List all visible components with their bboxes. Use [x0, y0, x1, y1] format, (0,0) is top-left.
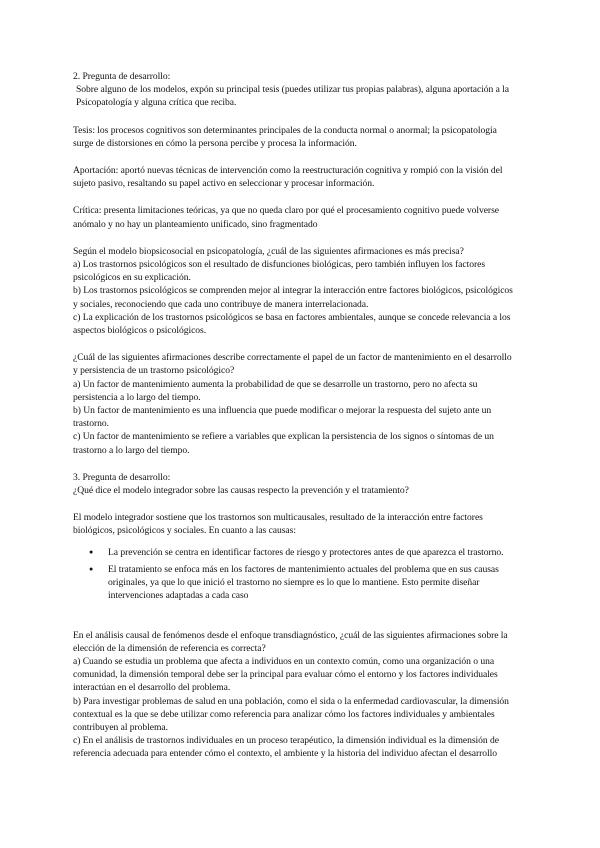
- mc1-option-b: b) Los trastornos psicológicos se comprenden mejor al integrar la interacción entre factores biológicos, psicológicos y sociales, reconociendo que cada uno contribuye de manera interrelacionada.: [73, 285, 513, 310]
- mc2-option-c: c) Un factor de mantenimiento se refiere a variables que explican la persistencia de los signos o síntomas de un trastorno a lo largo del tiempo.: [73, 431, 494, 456]
- question-2-prompt: Sobre alguno de los modelos, expón su principal tesis (puedes utilizar tus propias palabras), alguna aportación a la Psicopatología y alguna crítica que reciba.: [76, 84, 509, 109]
- mc2-option-a: a) Un factor de mantenimiento aumenta la probabilidad de que se desarrolle un trastorno, pero no afecta su persistencia a lo largo del tiempo.: [73, 378, 478, 403]
- mc1-option-a: a) Los trastornos psicológicos son el resultado de disfunciones biológicas, pero también influyen los factores psicológicos en su explicación.: [73, 259, 485, 284]
- question-3-answer: [73, 511, 518, 602]
- bullet-tratamiento: ● El tratamiento se enfoca más en los factores de mantenimiento actuales del problema que en sus causas originales, ya que lo que inició el trastorno no siempre es lo que lo mantiene. Esto permite diseñar intervenciones adaptadas a cada caso: [108, 563, 518, 603]
- mc3-option-c: c) En el análisis de trastornos individuales en un proceso terapéutico, la dimensión individual es la dimensión de referencia adecuada para entender cómo el contexto, el ambiente y la historia del individuo afectan el desarrollo: [73, 735, 499, 760]
- aportacion-paragraph: [73, 164, 518, 190]
- mc3-option-b: b) Para investigar problemas de salud en una población, como el sida o la enfermedad cardiovascular, la dimensión contextual es la que se debe utilizar como referencia para analizar cómo los factores individuales y ambientales contribuyen al problema.: [73, 695, 509, 733]
- mc2-question: ¿Cuál de las siguientes afirmaciones describe correctamente el papel de un factor de mantenimiento en el desarrollo y persistencia de un trastorno psicológico?: [73, 352, 512, 377]
- aportacion-text: Aportación: aportó nuevas técnicas de intervención como la reestructuración cognitiva y rompió con la visión del sujeto pasivo, resaltando su papel activo en seleccionar y procesar información.: [73, 165, 503, 190]
- bullet-prevencion: ● La prevención se centra en identificar factores de riesgo y protectores antes de que aparezca el trastorno.: [108, 546, 518, 559]
- question-2-section: [73, 70, 518, 110]
- multiple-choice-3: [73, 629, 518, 761]
- tesis-text: Tesis: los procesos cognitivos son determinantes principales de la conducta normal o anormal; la psicopatología surge de distorsiones en cómo la persona percibe y procesa la información.: [73, 124, 497, 149]
- mc1-option-c: c) La explicación de los trastornos psicológicos se basa en factores ambientales, aunque se concede relevancia a los aspectos biológicos o psicológicos.: [73, 311, 511, 337]
- question-3-prompt: ¿Qué dice el modelo integrador sobre las causas respecto la prevención y el tratamiento?: [73, 485, 409, 497]
- mc3-option-a: a) Cuando se estudia un problema que afecta a individuos en un contexto común, como una organización o una comunidad, la dimensión temporal debe ser la principal para evaluar cómo el entorno y los factores individuales interactúan en el desarrollo del problema.: [73, 655, 498, 694]
- mc3-question: En el análisis causal de fenómenos desde el enfoque transdiagnóstico, ¿cuál de las siguientes afirmaciones sobre la elección de la dimensión de referencia es correcta?: [73, 629, 508, 654]
- multiple-choice-1: [73, 245, 518, 337]
- question-3-heading: 3. Pregunta de desarrollo:: [73, 471, 171, 483]
- question-3-section: [73, 471, 518, 497]
- critica-text: Crítica: presenta limitaciones teóricas, ya que no queda claro por qué el procesamiento cognitivo puede volverse anómalo y no hay un planteamiento unificado, sino fragmentado: [73, 205, 499, 230]
- question-3-bullet-list: [73, 546, 518, 603]
- critica-paragraph: [73, 204, 518, 230]
- tesis-paragraph: [73, 124, 518, 150]
- mc1-question: Según el modelo biopsicosocial en psicopatología, ¿cuál de las siguientes afirmaciones es más precisa?: [73, 245, 464, 257]
- mc2-option-b: b) Un factor de mantenimiento es una influencia que puede modificar o mejorar la respuesta del sujeto ante un trastorno.: [73, 405, 492, 430]
- question-3-answer-text: El modelo integrador sostiene que los trastornos son multicausales, resultado de la interacción entre factores biológicos, psicológicos y sociales. En cuanto a las causas:: [73, 512, 483, 537]
- multiple-choice-2: [73, 351, 518, 457]
- question-2-heading: 2. Pregunta de desarrollo:: [73, 71, 171, 82]
